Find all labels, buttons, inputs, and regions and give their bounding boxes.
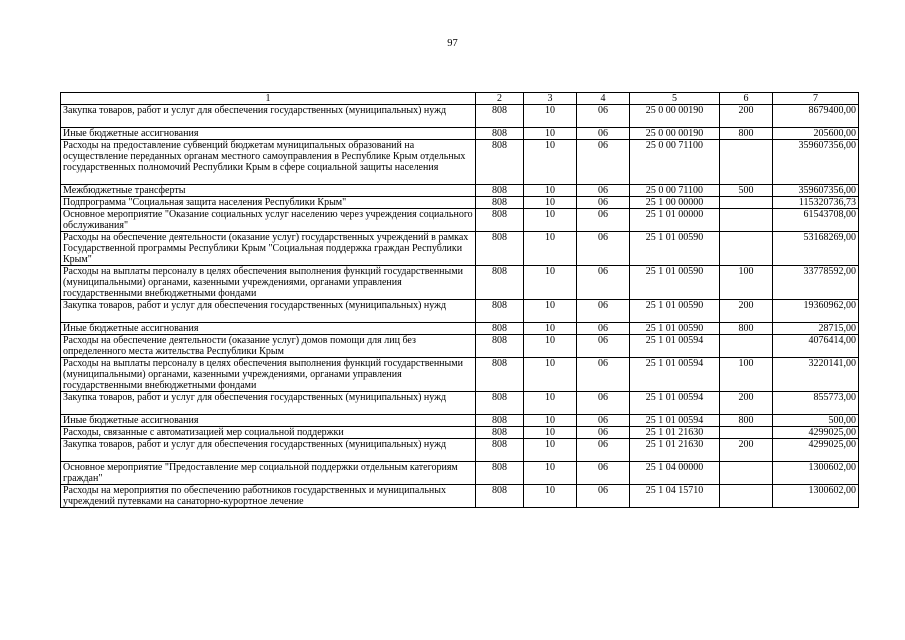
row-subsection-cell: 06 xyxy=(577,185,630,197)
table-row xyxy=(61,266,859,300)
row-subsection-cell: 06 xyxy=(577,128,630,140)
row-name-cell: Иные бюджетные ассигнования xyxy=(61,128,476,140)
budget-table xyxy=(60,92,859,508)
row-target-article-cell: 25 0 00 00190 xyxy=(630,105,720,128)
table-row xyxy=(61,462,859,485)
row-target-article-cell: 25 1 01 00590 xyxy=(630,300,720,323)
header-cell: 3 xyxy=(524,93,577,105)
row-target-article-cell: 25 1 00 00000 xyxy=(630,197,720,209)
row-name-cell: Расходы на обеспечение деятельности (оказание услуг) государственных учреждений в рамках Государственной программы Республики Крым "Социальная поддержка граждан Республики Крым" xyxy=(61,232,476,266)
row-amount-cell: 855773,00 xyxy=(773,392,859,415)
row-amount-cell: 115320736,73 xyxy=(773,197,859,209)
row-ved-cell: 808 xyxy=(476,439,524,462)
row-section-cell: 10 xyxy=(524,266,577,300)
row-amount-cell: 53168269,00 xyxy=(773,232,859,266)
row-name-cell: Расходы на выплаты персоналу в целях обеспечения выполнения функций государственными (муниципальными) органами, казенными учреждениями, органами управления государственными внебюджетными фондами xyxy=(61,266,476,300)
row-section-cell: 10 xyxy=(524,485,577,508)
row-expense-type-cell xyxy=(720,427,773,439)
row-section-cell: 10 xyxy=(524,232,577,266)
row-ved-cell: 808 xyxy=(476,415,524,427)
row-expense-type-cell: 800 xyxy=(720,128,773,140)
row-ved-cell: 808 xyxy=(476,140,524,185)
row-ved-cell: 808 xyxy=(476,197,524,209)
row-name-cell: Расходы на выплаты персоналу в целях обеспечения выполнения функций государственными (муниципальными) органами, казенными учреждениями, органами управления государственными внебюджетными фондами xyxy=(61,358,476,392)
row-expense-type-cell xyxy=(720,140,773,185)
row-subsection-cell: 06 xyxy=(577,427,630,439)
row-subsection-cell: 06 xyxy=(577,232,630,266)
row-ved-cell: 808 xyxy=(476,462,524,485)
row-subsection-cell: 06 xyxy=(577,140,630,185)
row-name-cell: Основное мероприятие "Предоставление мер социальной поддержки отдельным категориям граждан" xyxy=(61,462,476,485)
row-target-article-cell: 25 1 01 21630 xyxy=(630,427,720,439)
table-row xyxy=(61,185,859,197)
row-expense-type-cell xyxy=(720,462,773,485)
row-subsection-cell: 06 xyxy=(577,439,630,462)
row-expense-type-cell: 200 xyxy=(720,439,773,462)
row-name-cell: Расходы на мероприятия по обеспечению работников государственных и муниципальных учреждений путевками на санаторно-курортное лечение xyxy=(61,485,476,508)
row-ved-cell: 808 xyxy=(476,335,524,358)
row-subsection-cell: 06 xyxy=(577,323,630,335)
row-section-cell: 10 xyxy=(524,300,577,323)
row-amount-cell: 4299025,00 xyxy=(773,439,859,462)
row-expense-type-cell xyxy=(720,209,773,232)
row-subsection-cell: 06 xyxy=(577,266,630,300)
table-row xyxy=(61,439,859,462)
row-name-cell: Расходы на предоставление субвенций бюджетам муниципальных образований на осуществление переданных органам местного самоуправления в Республике Крым отдельных государственных полномочий Республики Крым в сфере социальной защиты населения xyxy=(61,140,476,185)
row-section-cell: 10 xyxy=(524,185,577,197)
row-name-cell: Иные бюджетные ассигнования xyxy=(61,415,476,427)
row-amount-cell: 61543708,00 xyxy=(773,209,859,232)
row-ved-cell: 808 xyxy=(476,185,524,197)
table-row xyxy=(61,415,859,427)
row-expense-type-cell: 100 xyxy=(720,266,773,300)
table-row xyxy=(61,140,859,185)
table-body xyxy=(61,105,859,508)
row-section-cell: 10 xyxy=(524,439,577,462)
row-expense-type-cell: 800 xyxy=(720,323,773,335)
row-name-cell: Подпрограмма "Социальная защита населения Республики Крым" xyxy=(61,197,476,209)
row-target-article-cell: 25 0 00 00190 xyxy=(630,128,720,140)
row-target-article-cell: 25 1 04 15710 xyxy=(630,485,720,508)
table-row xyxy=(61,209,859,232)
row-name-cell: Закупка товаров, работ и услуг для обеспечения государственных (муниципальных) нужд xyxy=(61,300,476,323)
page-number: 97 xyxy=(447,38,458,49)
row-section-cell: 10 xyxy=(524,323,577,335)
row-name-cell: Межбюджетные трансферты xyxy=(61,185,476,197)
row-name-cell: Закупка товаров, работ и услуг для обеспечения государственных (муниципальных) нужд xyxy=(61,105,476,128)
header-cell: 2 xyxy=(476,93,524,105)
table-row xyxy=(61,335,859,358)
row-target-article-cell: 25 1 01 00590 xyxy=(630,232,720,266)
row-target-article-cell: 25 1 01 00590 xyxy=(630,323,720,335)
row-amount-cell: 359607356,00 xyxy=(773,185,859,197)
row-expense-type-cell xyxy=(720,335,773,358)
row-section-cell: 10 xyxy=(524,105,577,128)
row-subsection-cell: 06 xyxy=(577,392,630,415)
row-name-cell: Расходы на обеспечение деятельности (оказание услуг) домов помощи для лиц без определенного места жительства Республики Крым xyxy=(61,335,476,358)
row-ved-cell: 808 xyxy=(476,427,524,439)
row-ved-cell: 808 xyxy=(476,323,524,335)
row-amount-cell: 3220141,00 xyxy=(773,358,859,392)
row-ved-cell: 808 xyxy=(476,209,524,232)
row-target-article-cell: 25 1 01 00000 xyxy=(630,209,720,232)
table-row xyxy=(61,358,859,392)
row-amount-cell: 205600,00 xyxy=(773,128,859,140)
table-row xyxy=(61,427,859,439)
row-amount-cell: 1300602,00 xyxy=(773,485,859,508)
row-target-article-cell: 25 1 04 00000 xyxy=(630,462,720,485)
table-header-row xyxy=(61,93,859,105)
row-section-cell: 10 xyxy=(524,197,577,209)
row-target-article-cell: 25 0 00 71100 xyxy=(630,140,720,185)
row-section-cell: 10 xyxy=(524,140,577,185)
row-target-article-cell: 25 1 01 00594 xyxy=(630,335,720,358)
row-subsection-cell: 06 xyxy=(577,358,630,392)
row-ved-cell: 808 xyxy=(476,392,524,415)
row-section-cell: 10 xyxy=(524,128,577,140)
row-expense-type-cell: 800 xyxy=(720,415,773,427)
row-amount-cell: 33778592,00 xyxy=(773,266,859,300)
row-name-cell: Расходы, связанные с автоматизацией мер социальной поддержки xyxy=(61,427,476,439)
row-ved-cell: 808 xyxy=(476,485,524,508)
table-row xyxy=(61,232,859,266)
row-ved-cell: 808 xyxy=(476,105,524,128)
row-section-cell: 10 xyxy=(524,462,577,485)
row-name-cell: Основное мероприятие "Оказание социальных услуг населению через учреждения социального обслуживания" xyxy=(61,209,476,232)
table-row xyxy=(61,300,859,323)
row-subsection-cell: 06 xyxy=(577,300,630,323)
row-subsection-cell: 06 xyxy=(577,209,630,232)
row-target-article-cell: 25 1 01 00594 xyxy=(630,358,720,392)
row-expense-type-cell xyxy=(720,232,773,266)
row-amount-cell: 359607356,00 xyxy=(773,140,859,185)
row-amount-cell: 1300602,00 xyxy=(773,462,859,485)
row-expense-type-cell xyxy=(720,197,773,209)
table-row xyxy=(61,128,859,140)
table-row xyxy=(61,485,859,508)
table-row xyxy=(61,392,859,415)
row-subsection-cell: 06 xyxy=(577,415,630,427)
row-subsection-cell: 06 xyxy=(577,105,630,128)
row-name-cell: Иные бюджетные ассигнования xyxy=(61,323,476,335)
header-cell: 5 xyxy=(630,93,720,105)
row-amount-cell: 4076414,00 xyxy=(773,335,859,358)
row-section-cell: 10 xyxy=(524,415,577,427)
row-amount-cell: 500,00 xyxy=(773,415,859,427)
row-target-article-cell: 25 1 01 21630 xyxy=(630,439,720,462)
row-target-article-cell: 25 1 01 00594 xyxy=(630,415,720,427)
row-subsection-cell: 06 xyxy=(577,485,630,508)
header-cell: 1 xyxy=(61,93,476,105)
row-ved-cell: 808 xyxy=(476,128,524,140)
row-target-article-cell: 25 1 01 00594 xyxy=(630,392,720,415)
row-target-article-cell: 25 1 01 00590 xyxy=(630,266,720,300)
row-section-cell: 10 xyxy=(524,209,577,232)
row-expense-type-cell: 200 xyxy=(720,300,773,323)
row-amount-cell: 8679400,00 xyxy=(773,105,859,128)
row-expense-type-cell: 200 xyxy=(720,392,773,415)
row-expense-type-cell: 200 xyxy=(720,105,773,128)
row-section-cell: 10 xyxy=(524,358,577,392)
row-amount-cell: 19360962,00 xyxy=(773,300,859,323)
header-cell: 4 xyxy=(577,93,630,105)
row-amount-cell: 4299025,00 xyxy=(773,427,859,439)
row-subsection-cell: 06 xyxy=(577,462,630,485)
row-ved-cell: 808 xyxy=(476,358,524,392)
row-expense-type-cell xyxy=(720,485,773,508)
header-cell: 6 xyxy=(720,93,773,105)
table-row xyxy=(61,105,859,128)
row-expense-type-cell: 100 xyxy=(720,358,773,392)
row-name-cell: Закупка товаров, работ и услуг для обеспечения государственных (муниципальных) нужд xyxy=(61,439,476,462)
row-section-cell: 10 xyxy=(524,427,577,439)
row-amount-cell: 28715,00 xyxy=(773,323,859,335)
row-section-cell: 10 xyxy=(524,335,577,358)
row-subsection-cell: 06 xyxy=(577,197,630,209)
row-section-cell: 10 xyxy=(524,392,577,415)
table-row xyxy=(61,323,859,335)
row-expense-type-cell: 500 xyxy=(720,185,773,197)
header-cell: 7 xyxy=(773,93,859,105)
row-target-article-cell: 25 0 00 71100 xyxy=(630,185,720,197)
row-ved-cell: 808 xyxy=(476,266,524,300)
row-name-cell: Закупка товаров, работ и услуг для обеспечения государственных (муниципальных) нужд xyxy=(61,392,476,415)
row-ved-cell: 808 xyxy=(476,300,524,323)
table-row xyxy=(61,197,859,209)
row-ved-cell: 808 xyxy=(476,232,524,266)
row-subsection-cell: 06 xyxy=(577,335,630,358)
